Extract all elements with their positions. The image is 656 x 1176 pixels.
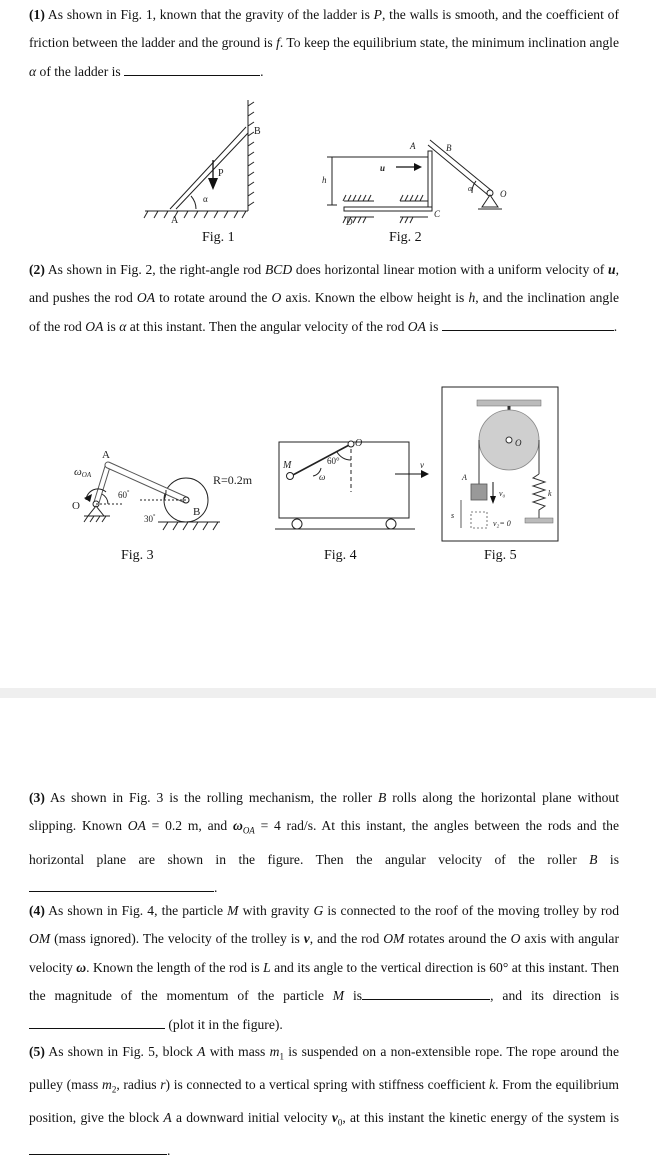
fig5-label-v2: v₂= 0 — [493, 519, 511, 528]
fig3-label-60: 60° — [118, 490, 130, 500]
fig3-label-omega: ωOA — [74, 466, 92, 479]
fig2-label-D: D — [346, 217, 353, 227]
fig2-label-alpha: α — [468, 184, 473, 193]
figure-4 — [275, 432, 435, 532]
fig4-pivot-O — [348, 441, 354, 447]
question-3: (3) As shown in Fig. 3 is the rolling mechanism, the roller B rolls along the horizontal plane without slipping. Known OA = 0.2 m, and $\omega_{OA} = 4$ rad/s. At this instant, the angles between the rods and the horizontal plane are shown in the figure. Then the angular velocity of the roller B is. — [29, 790, 619, 895]
fig1-label-P: P — [218, 168, 224, 179]
fig5-block-A — [471, 484, 487, 500]
q3-answer-blank[interactable] — [29, 877, 214, 892]
fig4-velocity-arrow — [395, 470, 429, 478]
question-4: (4) As shown in Fig. 4, the particle M with gravity G is connected to the roof of the moving trolley by rod OM (mass ignored). The velocity of the trolley is v, and the rod OM rotates around the O axis with angular velocity ω. Known the length of the rod is L and its angle to the vertical direction is 60° at this instant. Then the magnitude of the momentum of the particle M is , and its direction is (plot it in the figure). — [29, 903, 620, 1032]
fig4-label-M: M — [283, 460, 292, 471]
fig1-label-A: A — [171, 215, 179, 226]
fig4-trolley-body — [279, 442, 409, 518]
fig2-label-B: B — [446, 143, 452, 153]
figure-1 — [130, 92, 280, 227]
fig2-rod-bottom — [344, 207, 432, 211]
fig1-caption: Fig. 1 — [202, 230, 235, 245]
fig1-ladder-edge-2 — [176, 133, 248, 209]
fig5-ceiling — [477, 400, 541, 406]
fig3-label-R: R=0.2m — [213, 473, 253, 487]
q1-number: (1) — [29, 7, 45, 22]
fig3-roller-ground-hatch — [163, 522, 218, 530]
q5-number: (5) — [29, 1044, 45, 1059]
q2-answer-blank[interactable] — [442, 316, 614, 331]
q4-answer-blank-direction[interactable] — [29, 1014, 165, 1029]
fig2-rod-OA-1 — [430, 140, 492, 191]
fig4-caption: Fig. 4 — [324, 548, 357, 563]
fig5-caption: Fig. 5 — [484, 548, 517, 563]
fig5-label-s: s — [451, 511, 455, 520]
fig4-wheel-left — [292, 519, 302, 529]
fig2-velocity-arrow — [396, 163, 422, 171]
fig2-support — [482, 195, 498, 207]
q4-answer-blank-magnitude[interactable] — [362, 985, 490, 1000]
fig1-ladder-edge-1 — [170, 127, 246, 209]
fig2-label-u: u — [380, 163, 386, 173]
fig4-particle-M — [287, 473, 294, 480]
fig2-label-O: O — [500, 189, 507, 199]
page-lower — [0, 698, 656, 1176]
fig3-label-B: B — [193, 506, 201, 518]
fig2-label-A: A — [410, 141, 416, 151]
fig2-caption: Fig. 2 — [389, 230, 422, 245]
fig2-rod-vertical — [428, 151, 432, 207]
fig4-label-O: O — [355, 438, 363, 449]
fig5-label-k: k — [548, 489, 552, 498]
fig5-floor — [525, 518, 553, 523]
q3-number: (3) — [29, 790, 45, 805]
fig2-rod-OA-2 — [428, 145, 488, 195]
question-2: (2) As shown in Fig. 2, the right-angle rod BCD does horizontal linear motion with a uniform velocity of u, and pushes the rod OA to rotate around the O axis. Known the elbow height is h, and the inclination angle of the rod OA is α at this instant. Then the angular velocity of the rod OA is . — [29, 262, 620, 334]
fig1-weight-arrow — [208, 160, 218, 190]
question-1: (1) As shown in Fig. 1, known that the gravity of the ladder is P, the walls is smooth, and the coefficient of friction between the ladder and the ground is f. To keep the equilibrium state, the minimum inclination angle α of the ladder is . — [29, 7, 619, 79]
fig3-label-30: 30° — [144, 514, 156, 524]
page-separator — [0, 688, 656, 698]
figure-2 — [310, 125, 525, 230]
q5-answer-blank[interactable] — [29, 1140, 167, 1155]
fig3-label-O: O — [72, 500, 80, 512]
fig5-axle — [506, 437, 512, 443]
fig4-wheel-right — [386, 519, 396, 529]
fig4-label-60: 60° — [327, 456, 340, 466]
fig1-ground-hatch — [144, 211, 246, 218]
q4-number: (4) — [29, 903, 45, 918]
figure-5 — [441, 386, 561, 544]
fig5-label-O: O — [515, 438, 522, 448]
fig3-support-hatch — [84, 516, 106, 522]
q1-answer-blank[interactable] — [124, 61, 260, 76]
figure-3 — [60, 440, 275, 550]
fig3-label-A: A — [102, 449, 110, 461]
fig3-support — [88, 506, 104, 516]
fig4-label-omega: ω — [319, 472, 326, 482]
fig1-label-B: B — [254, 126, 261, 137]
fig1-label-alpha: α — [203, 194, 208, 204]
question-5: (5) As shown in Fig. 5, block A with mass $m_1$ is suspended on a non-extensible rope. The rope around the pulley (mass $m_2$, radius r) is connected to a vertical spring with stiffness coefficient k. From the equilibrium position, give the block A a downward initial velocity $v_0$, at this instant the kinetic energy of the system is . — [29, 1044, 619, 1159]
fig2-label-C: C — [434, 209, 441, 219]
fig3-caption: Fig. 3 — [121, 548, 154, 563]
q2-number: (2) — [29, 262, 45, 277]
fig5-label-v0: v₀ — [499, 489, 506, 498]
fig3-angle-60-arc — [102, 494, 108, 504]
fig2-label-h: h — [322, 175, 327, 185]
fig4-label-v: v — [420, 460, 424, 470]
fig1-wall-hatch — [248, 102, 254, 206]
fig1-angle-arc — [191, 196, 196, 209]
fig5-label-A: A — [462, 473, 467, 482]
